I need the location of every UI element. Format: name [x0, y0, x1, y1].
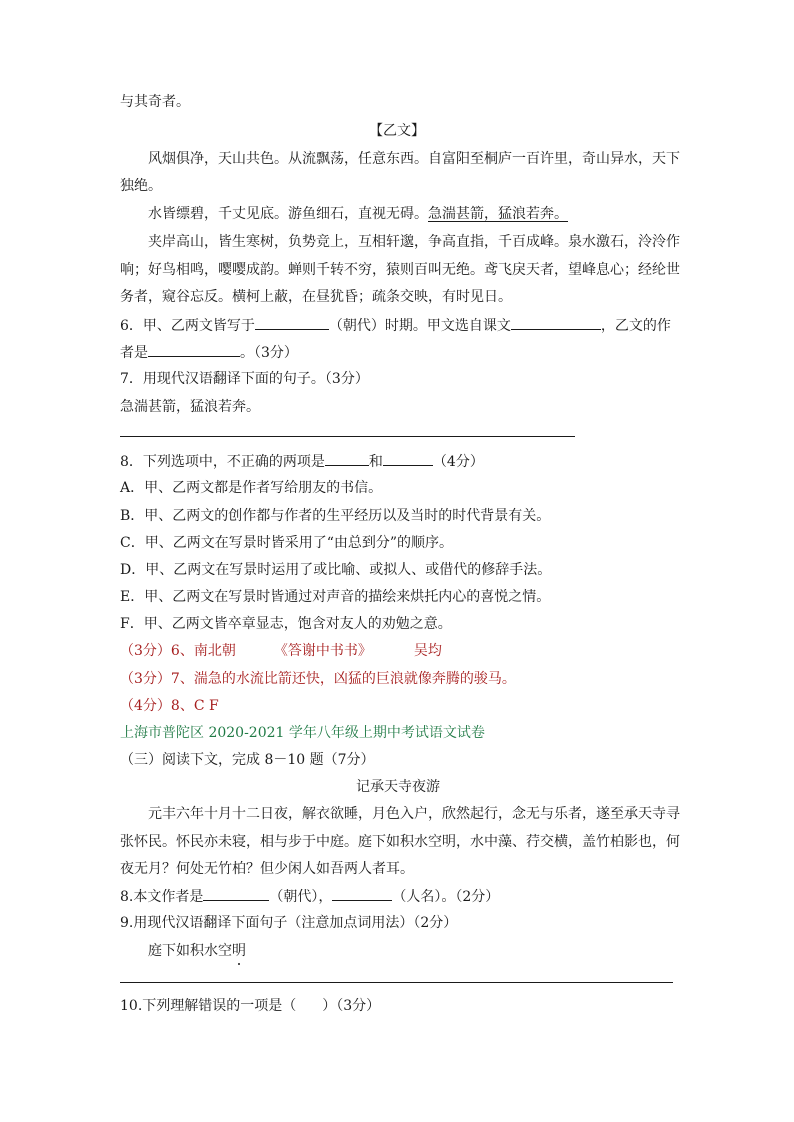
question-7-sentence: 急湍甚箭，猛浪若奔。	[120, 399, 260, 415]
option-a: A．甲、乙两文都是作者写给朋友的书信。	[120, 480, 383, 496]
question-text: 8．下列选项中，不正确的两项是	[120, 454, 325, 470]
answer-line[interactable]	[120, 436, 575, 437]
text-line: 独绝。	[120, 178, 162, 194]
answer-blank[interactable]	[148, 343, 240, 357]
text-line: 元丰六年十月十二日夜，解衣欲睡，月色入户，欣然起行，念无与乐者，遂至承天寺寻	[148, 806, 680, 822]
source-title: 上海市普陀区 2020-2021 学年八年级上期中考试语文试卷	[120, 725, 485, 741]
question-7: 7．用现代汉语翻译下面的句子。（3分）	[120, 371, 369, 387]
question-9: 9.用现代汉语翻译下面句子（注意加点词用法）（2分）	[120, 915, 458, 931]
answer-blank[interactable]	[203, 887, 269, 901]
text-line: 夹岸高山，皆生寒树，负势竞上，互相轩邈，争高直指，千百成峰。泉水激石，泠泠作	[148, 234, 680, 250]
question-8b	[120, 887, 499, 906]
question-8	[120, 452, 484, 471]
answer-blank[interactable]	[383, 452, 433, 466]
text-line: 夜无月？何处无竹柏？但少闲人如吾两人者耳。	[120, 861, 414, 877]
answer-line[interactable]	[120, 982, 673, 983]
question-text: （人名）。（2分）	[392, 889, 500, 905]
section-heading-yiwen: 【乙文】	[369, 123, 425, 139]
answer-text: （3分）6、南北朝	[120, 643, 236, 659]
question-text: ）（3分）	[322, 998, 381, 1014]
section-heading-3: （三）阅读下文，完成 8－10 题（7分）	[120, 752, 375, 768]
text-line: 与其奇者。	[120, 94, 190, 110]
question-text: （4分）	[432, 454, 484, 470]
answer-8: （4分）8、C F	[120, 698, 219, 714]
answer-blank[interactable]	[255, 316, 329, 330]
sentence-text: 庭下如积水空	[148, 943, 232, 959]
answer-text: 吴均	[413, 643, 442, 659]
question-text: 者是	[120, 345, 148, 361]
text-line: 张怀民。怀民亦未寝，相与步于中庭。庭下如积水空明，水中藻、荇交横，盖竹柏影也，何	[120, 834, 680, 850]
option-e: E．甲、乙两文在写景时皆通过对声音的描绘来烘托内心的喜悦之情。	[120, 589, 551, 605]
text-line: 务者，窥谷忘反。横柯上蔽，在昼犹昏；疏条交映，有时见日。	[120, 289, 512, 305]
answer-7: （3分）7、湍急的水流比箭还快，凶猛的巨浪就像奔腾的骏马。	[120, 671, 516, 687]
article-title: 记承天寺夜游	[356, 779, 440, 795]
answer-blank[interactable]	[325, 452, 369, 466]
question-text: 和	[368, 454, 383, 470]
question-text: 。（3分）	[240, 345, 298, 361]
text-line: 风烟俱净，天山共色。从流飘荡，任意东西。自富阳至桐庐一百许里，奇山异水，天下	[148, 151, 680, 167]
question-text: 10.下列理解错误的一项是（	[120, 998, 297, 1014]
question-6-cont	[120, 343, 298, 362]
question-text: ，乙文的作	[600, 318, 671, 334]
question-9-sentence	[148, 942, 246, 960]
option-f: F．甲、乙两文皆卒章显志，饱含对友人的劝勉之意。	[120, 616, 452, 632]
option-b: B．甲、乙两文的创作都与作者的生平经历以及当时的时代背景有关。	[120, 508, 551, 524]
option-c: C．甲、乙两文在写景时皆采用了“由总到分”的顺序。	[120, 535, 454, 551]
option-d: D．甲、乙两文在写景时运用了或比喻、或拟人、或借代的修辞手法。	[120, 562, 552, 578]
text-line: 响；好鸟相鸣，嘤嘤成韵。蝉则千转不穷，猿则百叫无绝。鸢飞戾天者，望峰息心；经纶世	[120, 262, 680, 278]
question-text: （朝代），	[269, 889, 333, 905]
question-10	[120, 997, 380, 1015]
question-text: （朝代）时期。甲文选自课文	[328, 318, 511, 334]
question-text: 6．甲、乙两文皆写于	[120, 318, 255, 334]
answer-blank[interactable]	[332, 887, 392, 901]
answer-text: 《答谢中书书》	[273, 643, 372, 659]
question-text: 8.本文作者是	[120, 889, 204, 905]
emphasis-dotted-char: 明	[232, 943, 246, 959]
underlined-sentence: 急湍甚箭，猛浪若奔。	[428, 206, 568, 222]
answer-6	[120, 642, 442, 660]
question-6	[120, 316, 671, 335]
text-line	[148, 205, 568, 223]
text-span: 水皆缥碧，千丈见底。游鱼细石，直视无碍。	[148, 206, 428, 222]
answer-blank[interactable]	[511, 316, 601, 330]
